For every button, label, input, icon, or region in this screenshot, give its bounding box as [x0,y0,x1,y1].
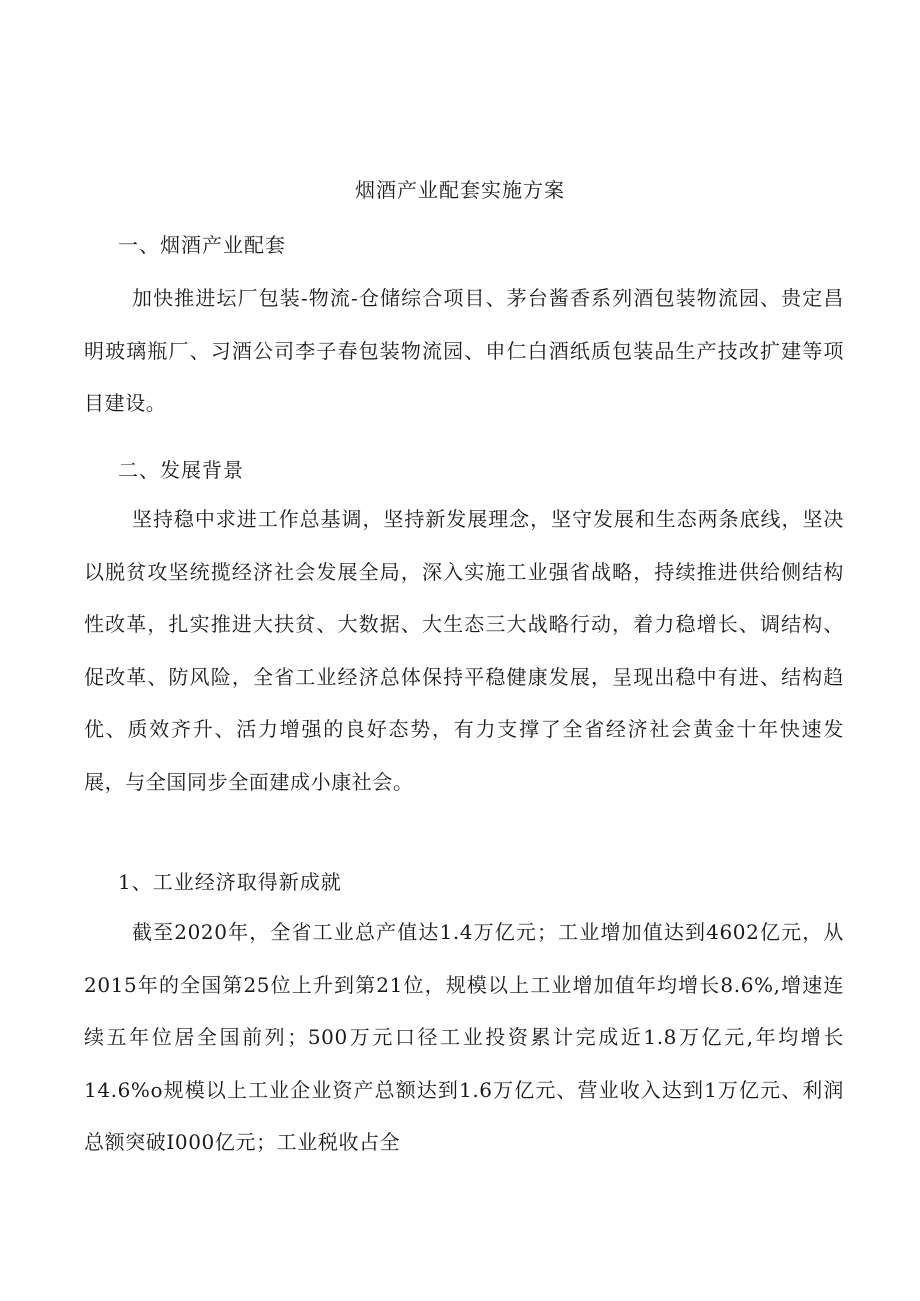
document-title: 烟酒产业配套实施方案 [355,178,565,202]
section-paragraph-3: 截至2020年，全省工业总产值达1.4万亿元；工业增加值达到4602亿元，从2015年的全国第25位上升到第21位，规模以上工业增加值年均增长8.6%,增速连续五年位居全国前列；500万元口径工业投资累计完成近1.8万亿元,年均增长14.6%o规模以上工业企业资产总额达到1.6万亿元、营业收入达到1万亿元、利润总额突破I000亿元；工业税收占全 [84,920,844,1155]
section-heading-1: 一、烟酒产业配套 [118,233,286,257]
section-paragraph-2: 坚持稳中求进工作总基调，坚持新发展理念，坚守发展和生态两条底线，坚决以脱贫攻坚统揽经济社会发展全局，深入实施工业强省战略，持续推进供给侧结构性改革，扎实推进大扶贫、大数据、大生态三大战略行动，着力稳增长、调结构、促改革、防风险，全省工业经济总体保持平稳健康发展，呈现出稳中有进、结构趋优、质效齐升、活力增强的良好态势，有力支撑了全省经济社会黄金十年快速发展，与全国同步全面建成小康社会。 [84,507,844,794]
section-heading-3: 1、工业经济取得新成就 [118,870,342,894]
section-paragraph-1: 加快推进坛厂包装-物流-仓储综合项目、茅台酱香系列酒包装物流园、贵定昌明玻璃瓶厂、习酒公司李子春包装物流园、申仁白酒纸质包装品生产技改扩建等项目建设。 [84,286,844,416]
section-heading-2: 二、发展背景 [118,458,244,482]
